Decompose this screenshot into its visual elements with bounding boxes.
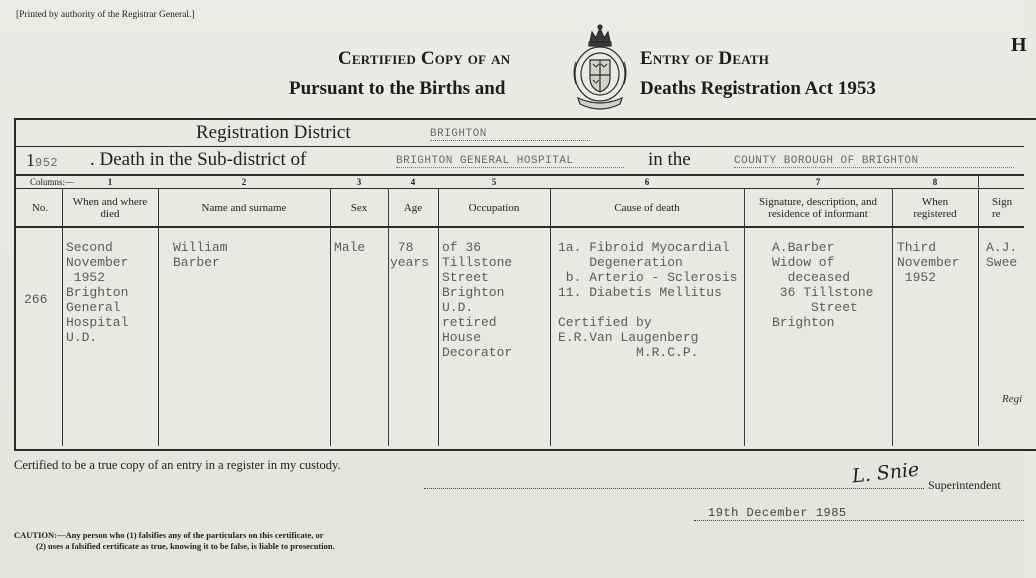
column-header-informant: Signature, description, and residence of informant (759, 196, 877, 220)
divider (16, 174, 1024, 176)
column-divider (62, 188, 63, 446)
sub-district-value: BRIGHTON GENERAL HOSPITAL (396, 155, 624, 168)
column-header-name: Name and surname (201, 202, 287, 214)
column-header-sex: Sex (350, 202, 368, 214)
year-prefix: 1 (26, 150, 35, 170)
sub-district-label: . Death in the Sub-district of (90, 149, 307, 170)
title-left-line1: Certified Copy of an (338, 48, 511, 69)
column-divider (388, 188, 389, 446)
entry-sex: Male (334, 240, 366, 255)
year-suffix: 952 (35, 156, 59, 170)
entry-when-registered: Third November 1952 (897, 240, 960, 285)
no-header: No. (31, 202, 49, 214)
registrar-label-partial: Regi (1002, 393, 1023, 405)
entry-when-where: Second November 1952 Brighton General Hospital U.D. (66, 240, 129, 345)
column-header-age: Age (403, 202, 423, 214)
superintendent-label: Superintendent (928, 478, 1001, 492)
entry-occupation: of 36 Tillstone Street Brighton U.D. retired House Decorator (442, 240, 513, 360)
caution-line1: CAUTION:—Any person who (1) falsifies any of the particulars on this certificate, or (14, 530, 324, 540)
registration-district-label: Registration District (196, 122, 351, 143)
column-divider (978, 175, 979, 446)
column-number: 1 (107, 177, 113, 187)
column-header-registered: When registered (913, 196, 957, 220)
superintendent-signature: L. Snie (851, 458, 921, 488)
column-header-signature: Sign re (992, 196, 1013, 220)
column-number: 4 (410, 177, 416, 187)
title-left-line2: Pursuant to the Births and (289, 78, 506, 99)
county-value: COUNTY BOROUGH OF BRIGHTON (734, 155, 1014, 168)
corner-letter: H (1011, 34, 1027, 56)
registration-district-value: BRIGHTON (430, 128, 590, 141)
title-right-line2: Deaths Registration Act 1953 (640, 78, 876, 99)
column-header-occupation: Occupation (468, 202, 520, 214)
divider (16, 226, 1024, 228)
entry-informant: A.Barber Widow of deceased 36 Tillstone Street Brighton (772, 240, 874, 330)
columns-label: Columns:— (30, 177, 75, 187)
entry-age: 78 years (390, 240, 430, 270)
column-header-cause: Cause of death (614, 202, 680, 214)
entry-name: William Barber (173, 240, 228, 270)
royal-crest-icon (570, 22, 630, 114)
column-divider (158, 188, 159, 446)
certificate-date: 19th December 1985 (708, 506, 847, 520)
year-field (26, 150, 58, 171)
entry-cause-of-death: 1a. Fibroid Myocardial Degeneration b. Arterio - Sclerosis 11. Diabetis Mellitus Certified by E.R.Van Laugenberg M.R.C.P. (558, 240, 738, 360)
column-number: 3 (356, 177, 362, 187)
column-number: 2 (241, 177, 247, 187)
column-header-when-where: When and where died (72, 196, 148, 220)
authority-note: [Printed by authority of the Registrar General.] (16, 10, 195, 20)
entry-registrar-signature: A.J. Swee (986, 240, 1018, 270)
column-divider (892, 188, 893, 446)
column-divider (438, 188, 439, 446)
column-divider (744, 188, 745, 446)
divider (16, 188, 1024, 189)
column-number: 6 (644, 177, 650, 187)
column-divider (550, 188, 551, 446)
certified-statement: Certified to be a true copy of an entry in a register in my custody. (14, 458, 341, 472)
column-number: 5 (491, 177, 497, 187)
title-right-line1: Entry of Death (640, 48, 770, 69)
caution-line2: (2) uses a falsified certificate as true, knowing it to be false, is liable to prosecution. (36, 541, 335, 551)
column-number: 8 (932, 177, 938, 187)
column-divider (330, 188, 331, 446)
divider (16, 146, 1024, 147)
signature-line (424, 480, 924, 489)
in-the-label: in the (648, 149, 691, 170)
entry-number: 266 (24, 292, 48, 307)
column-number: 7 (815, 177, 821, 187)
